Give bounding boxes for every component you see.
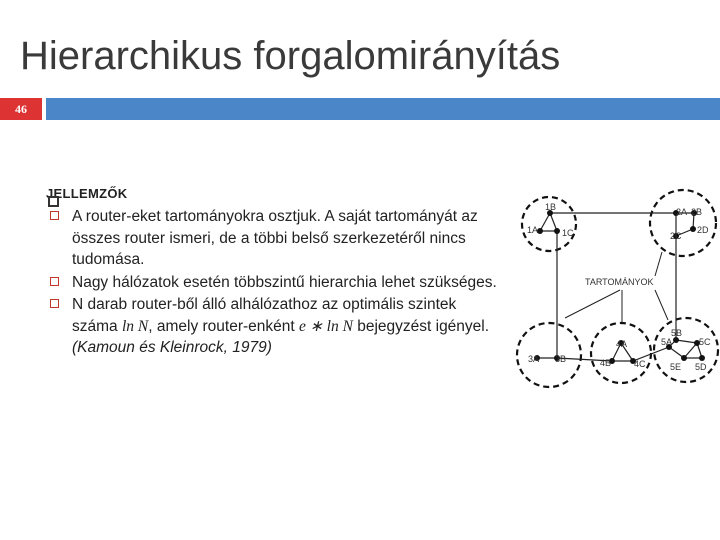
domain-4-circle bbox=[591, 323, 651, 383]
router-node-2D bbox=[690, 226, 696, 232]
bullet-item bbox=[50, 206, 505, 271]
square-bullet-icon bbox=[50, 277, 59, 286]
node-label: 3A bbox=[528, 354, 540, 364]
node-label: 1A bbox=[527, 225, 539, 235]
node-label: 5A bbox=[661, 337, 673, 347]
node-label: 5B bbox=[671, 328, 683, 338]
edge bbox=[676, 340, 697, 343]
edge bbox=[540, 213, 550, 231]
node-label: 4A bbox=[616, 339, 628, 349]
node-label: 3B bbox=[555, 354, 567, 364]
bullet-item bbox=[50, 294, 505, 359]
domain-2-circle bbox=[650, 190, 716, 256]
router-node-5E bbox=[681, 355, 687, 361]
formula-e-ln-n: e ∗ ln N bbox=[299, 317, 353, 335]
square-bullet-icon bbox=[50, 299, 59, 308]
node-label: 5E bbox=[670, 362, 682, 372]
router-node-1C bbox=[554, 228, 560, 234]
bullet-item bbox=[50, 272, 505, 294]
node-label: 4C bbox=[634, 359, 646, 369]
bullet-text: A router-eket tartományokra osztjuk. A saját tartományát az összes router ismeri, de a többi belső szerkezetéről nincs tudomása. bbox=[72, 208, 478, 268]
header-bar bbox=[46, 98, 720, 120]
node-label: 1C bbox=[562, 228, 574, 238]
bullet-text: , amely router-enként bbox=[148, 317, 300, 335]
bullet-text: bejegyzést igényel. bbox=[352, 317, 490, 335]
domain-3-circle bbox=[517, 323, 581, 387]
citation: (Kamoun és Kleinrock, 1979) bbox=[72, 339, 272, 356]
arrow-line bbox=[655, 290, 668, 320]
node-label: 2A bbox=[676, 207, 688, 217]
node-label: 4B bbox=[600, 358, 612, 368]
slide-number: 46 bbox=[15, 102, 27, 116]
formula-ln-n: ln N bbox=[121, 317, 149, 335]
diagram-label: TARTOMÁNYOK bbox=[585, 277, 654, 287]
node-label: 5C bbox=[699, 337, 711, 347]
arrow-line bbox=[565, 290, 620, 318]
bullet-text: N darab router-ből álló alhálózathoz az optimális szintek száma bbox=[72, 296, 457, 335]
bullet-text: Nagy hálózatok esetén többszintű hierarchia lehet szükséges. bbox=[72, 273, 497, 291]
square-bullet-icon bbox=[50, 211, 59, 220]
node-label: 2B bbox=[691, 207, 703, 217]
domain-diagram bbox=[500, 180, 720, 400]
node-label: 2C bbox=[670, 231, 682, 241]
page-title: Hierarchikus forgalomirányítás bbox=[20, 34, 561, 78]
router-node-5D bbox=[699, 355, 705, 361]
arrow-line bbox=[655, 252, 662, 276]
bullet-list bbox=[50, 206, 505, 360]
section-heading: JELLEMZŐK bbox=[46, 186, 128, 201]
node-label: 2D bbox=[697, 225, 709, 235]
node-label: 5D bbox=[695, 362, 707, 372]
node-label: 1B bbox=[545, 202, 557, 212]
domain-5-circle bbox=[654, 318, 718, 382]
